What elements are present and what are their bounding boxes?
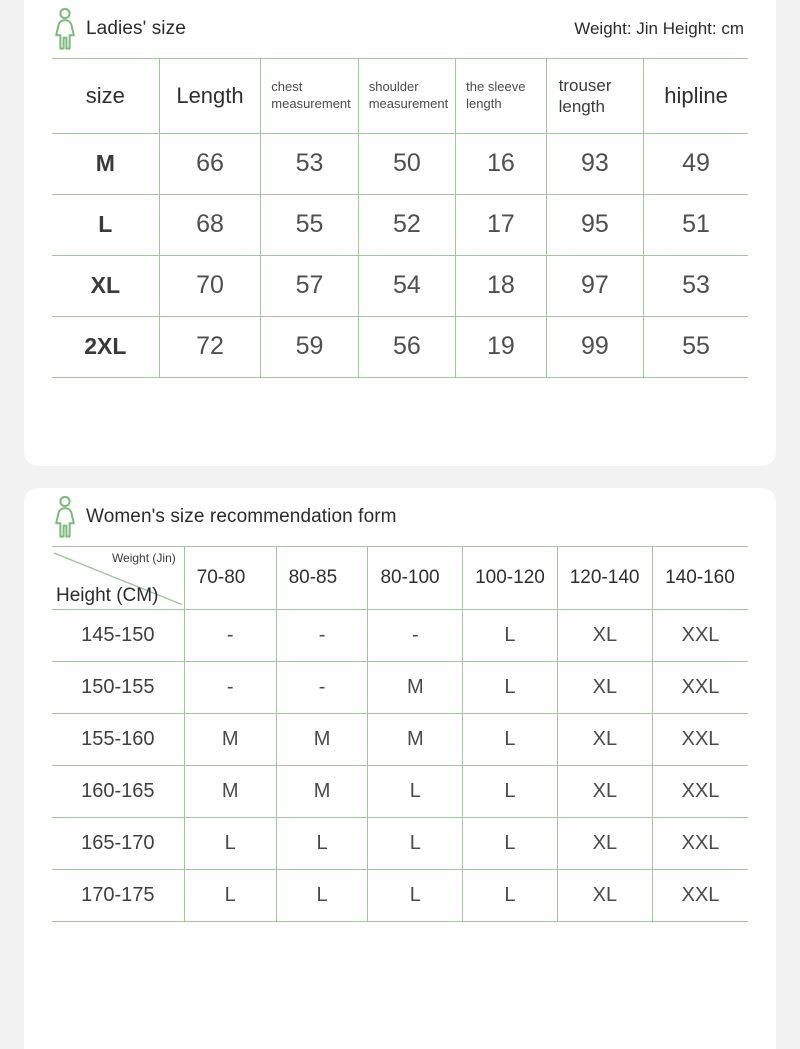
ladies-table-header-row [52,59,748,133]
cell-size-value: XL [557,869,652,921]
cell-size-value: L [463,765,558,817]
cell-size-value: L [463,817,558,869]
cell-size-value: XXL [653,817,748,869]
cell-hipline: 55 [644,316,748,377]
col-head-shoulder [358,59,455,133]
cell-shoulder: 50 [358,133,455,194]
cell-length: 66 [159,133,261,194]
cell-sleeve: 16 [456,133,546,194]
cell-length: 72 [159,316,261,377]
col-head-sleeve-line1: the sleeve [466,78,526,94]
cell-size: L [52,194,159,255]
cell-chest: 53 [261,133,358,194]
table-row [52,661,748,713]
cell-trouser: 99 [546,316,643,377]
cell-size-value: XL [557,713,652,765]
cell-size-value: - [184,661,276,713]
col-head-trouser [546,59,643,133]
recommendation-header-row [52,547,748,609]
cell-size-value: M [276,713,368,765]
cell-size-value: L [368,817,463,869]
cell-height-range: 160-165 [52,765,184,817]
size-recommendation-card [24,488,776,1049]
cell-height-range: 145-150 [52,609,184,661]
cell-chest: 57 [261,255,358,316]
cell-shoulder: 52 [358,194,455,255]
cell-size-value: XL [557,609,652,661]
recommendation-header [24,488,776,546]
cell-hipline: 49 [644,133,748,194]
cell-size-value: L [463,869,558,921]
cell-hipline: 51 [644,194,748,255]
cell-trouser: 95 [546,194,643,255]
table-row [52,255,748,316]
cell-length: 68 [159,194,261,255]
col-head-weight-4: 100-120 [463,547,558,609]
cell-size-value: M [368,713,463,765]
cell-trouser: 97 [546,255,643,316]
cell-hipline: 53 [644,255,748,316]
cell-height-range: 170-175 [52,869,184,921]
cell-shoulder: 56 [358,316,455,377]
cell-size-value: XXL [653,661,748,713]
cell-size-value: - [368,609,463,661]
cell-height-range: 150-155 [52,661,184,713]
female-figure-icon [52,495,78,539]
col-head-sleeve-line2: length [466,95,502,111]
cell-size-value: L [184,869,276,921]
cell-size-value: - [276,661,368,713]
cell-size-value: XL [557,817,652,869]
recommendation-table-wrap [24,547,776,922]
cell-size-value: L [368,869,463,921]
cell-shoulder: 54 [358,255,455,316]
cell-size: XL [52,255,159,316]
cell-size-value: L [276,817,368,869]
table-row [52,133,748,194]
table-row [52,609,748,661]
col-head-shoulder-line2: measurement [368,95,449,111]
size-recommendation-table [52,547,748,922]
col-head-chest [261,59,358,133]
col-head-trouser-line1: trouser [558,75,612,95]
cell-size-value: L [463,661,558,713]
weight-height-units-note: Weight: Jin Height: cm [574,19,744,38]
recommendation-title: Women's size recommendation form [86,506,397,527]
cell-size-value: XXL [653,609,748,661]
cell-size-value: L [463,713,558,765]
cell-size-value: XL [557,765,652,817]
col-head-chest-line2: measurement [271,95,351,111]
col-head-sleeve [456,59,546,133]
cell-size-value: - [276,609,368,661]
col-head-chest-line1: chest [271,78,303,94]
cell-sleeve: 18 [456,255,546,316]
cell-size-value: L [463,609,558,661]
table-row [52,713,748,765]
cell-chest: 59 [261,316,358,377]
cell-sleeve: 19 [456,316,546,377]
col-head-weight-5: 120-140 [557,547,652,609]
table-row [52,869,748,921]
cell-size-value: XXL [653,713,748,765]
col-head-length: Length [159,59,261,133]
cell-size-value: M [184,765,276,817]
cell-size-value: M [368,661,463,713]
table-row [52,316,748,377]
cell-size-value: - [184,609,276,661]
cell-trouser: 93 [546,133,643,194]
ladies-size-header [24,0,776,58]
ladies-size-title: Ladies' size [86,18,186,39]
col-head-weight-6: 140-160 [665,566,735,588]
cell-size-value: XL [557,661,652,713]
cell-size-value: L [368,765,463,817]
cell-sleeve: 17 [456,194,546,255]
col-head-shoulder-line1: shoulder [368,78,419,94]
cell-size-value: L [276,869,368,921]
ladies-size-card [24,0,776,466]
cell-size: M [52,133,159,194]
cell-height-range: 155-160 [52,713,184,765]
col-head-weight-1: 70-80 [184,547,276,609]
weight-axis-label: Weight (Jin) [111,551,176,565]
cell-size-value: M [184,713,276,765]
cell-size-value: XXL [653,765,748,817]
table-row [52,765,748,817]
cell-size: 2XL [52,316,159,377]
table-row [52,194,748,255]
cell-chest: 55 [261,194,358,255]
col-head-size: size [52,59,159,133]
female-figure-icon [52,7,78,51]
ladies-size-table [52,59,748,378]
col-head-trouser-line2: length [558,96,605,116]
cell-size-value: M [276,765,368,817]
cell-size-value: L [184,817,276,869]
height-axis-label: Height (CM) [56,584,159,606]
col-head-weight-3: 80-100 [368,547,463,609]
cell-length: 70 [159,255,261,316]
col-head-hipline: hipline [664,82,728,108]
table-row [52,817,748,869]
col-head-weight-2: 80-85 [276,547,368,609]
cell-height-range: 165-170 [52,817,184,869]
axis-corner-cell [52,547,184,609]
ladies-size-table-wrap [24,59,776,378]
cell-size-value: XXL [653,869,748,921]
